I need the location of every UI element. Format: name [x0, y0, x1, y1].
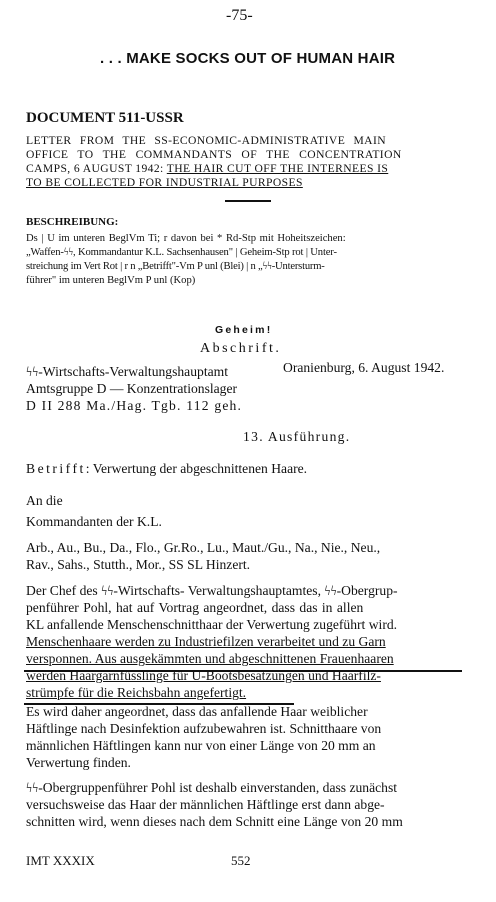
secret-marking: Geheim!	[215, 324, 273, 336]
paragraph-3-line-2: versuchsweise das Haar der männlichen Häftlinge erst dann abge-	[26, 797, 385, 812]
paragraph-1-line-3: KL anfallende Menschenschnitthaar der Verwertung zugeführt wird.	[26, 617, 398, 632]
copy-heading: Abschrift.	[200, 341, 282, 356]
paragraph-1-line-7: strümpfe für die Reichsbahn angefertigt.	[26, 685, 247, 700]
paragraph-1-line-5: versponnen. Aus ausgekämmten und abgeschnittenen Frauenhaaren	[26, 651, 394, 666]
paragraph-2-line-1: Es wird daher angeordnet, dass das anfallende Haar weiblicher	[26, 704, 368, 719]
subject-label: Betrifft	[26, 461, 86, 476]
footer-page-number: 552	[231, 853, 251, 868]
subject-line	[26, 461, 307, 477]
addressee-line-2: Kommandanten der K.L.	[26, 514, 162, 529]
paragraph-1-line-1: Der Chef des ϟϟ-Wirtschafts- Verwaltungshauptamtes, ϟϟ-Obergrup-	[26, 583, 398, 598]
addressee-line-1: An die	[26, 493, 63, 508]
intro-line-1: LETTER FROM THE SS-ECONOMIC-ADMINISTRATIVE MAIN	[26, 134, 386, 147]
beschreibung-line-4: führer" im unteren BeglVm P unl (Kop)	[26, 275, 196, 286]
place-date: Oranienburg, 6. August 1942.	[283, 360, 445, 375]
beschreibung-line-2: „Waffen-ϟϟ, Kommandantur K.L. Sachsenhausen" | Geheim-Stp rot | Unter-	[26, 247, 337, 258]
beschreibung-line-1: Ds | U im unteren BeglVm Ti; r davon bei * Rd-Stp mit Hoheitszeichen:	[26, 233, 346, 244]
chapter-title: . . . MAKE SOCKS OUT OF HUMAN HAIR	[100, 50, 396, 67]
paragraph-3-line-3: schnitten wird, wenn dieses nach dem Schnitt eine Länge von 20 mm	[26, 814, 403, 829]
paragraph-3-line-1: ϟϟ-Obergruppenführer Pohl ist deshalb einverstanden, dass zunächst	[26, 780, 398, 795]
intro-line-4: TO BE COLLECTED FOR INDUSTRIAL PURPOSES	[26, 176, 303, 189]
intro-line-2: OFFICE TO THE COMMANDANTS OF THE CONCENTRATION	[26, 148, 402, 161]
intro-line-3-plain: CAMPS, 6 AUGUST 1942:	[26, 162, 167, 175]
office-name: ϟϟ-Wirtschafts-Verwaltungshauptamt	[26, 364, 228, 379]
document-id: DOCUMENT 511-USSR	[26, 110, 184, 126]
page-number: -75-	[226, 7, 253, 24]
paragraph-2-line-4: Verwertung finden.	[26, 755, 131, 770]
paragraph-2-line-3: männlichen Häftlingen kann nur von einer Länge von 20 mm an	[26, 738, 376, 753]
intro-line-3	[26, 162, 388, 175]
subject-text: : Verwertung der abgeschnittenen Haare.	[85, 461, 308, 476]
beschreibung-line-3: streichung im Vert Rot | r n „Betrifft"-Vm P unl (Blei) | n „ϟϟ-Untersturm-	[26, 261, 325, 272]
paragraph-1-line-4: Menschenhaare werden zu Industriefilzen verarbeitet und zu Garn	[26, 634, 386, 649]
intro-line-3-underlined: THE HAIR CUT OFF THE INTERNEES IS	[166, 162, 389, 175]
divider-rule	[225, 200, 271, 202]
file-reference: D II 288 Ma./Hag. Tgb. 112 geh.	[26, 398, 243, 413]
footer-series: IMT XXXIX	[26, 853, 95, 868]
paragraph-1-line-2: penführer Pohl, hat auf Vortrag angeordnet, dass das in allen	[26, 600, 364, 615]
camp-list-line-1: Arb., Au., Bu., Da., Flo., Gr.Ro., Lu., Maut./Gu., Na., Nie., Neu.,	[26, 540, 381, 555]
office-department: Amtsgruppe D — Konzentrationslager	[26, 381, 238, 396]
beschreibung-label: BESCHREIBUNG:	[26, 216, 119, 228]
copy-number: 13. Ausführung.	[243, 429, 351, 444]
camp-list-line-2: Rav., Sahs., Stutth., Mor., SS SL Hinzert.	[26, 557, 251, 572]
paragraph-2-line-2: Häftlinge nach Desinfektion aufzubewahren ist. Schnitthaare von	[26, 721, 382, 736]
paragraph-1-line-6: werden Haargarnfüsslinge für U-Bootsbesatzungen und Haarfilz-	[26, 668, 381, 683]
